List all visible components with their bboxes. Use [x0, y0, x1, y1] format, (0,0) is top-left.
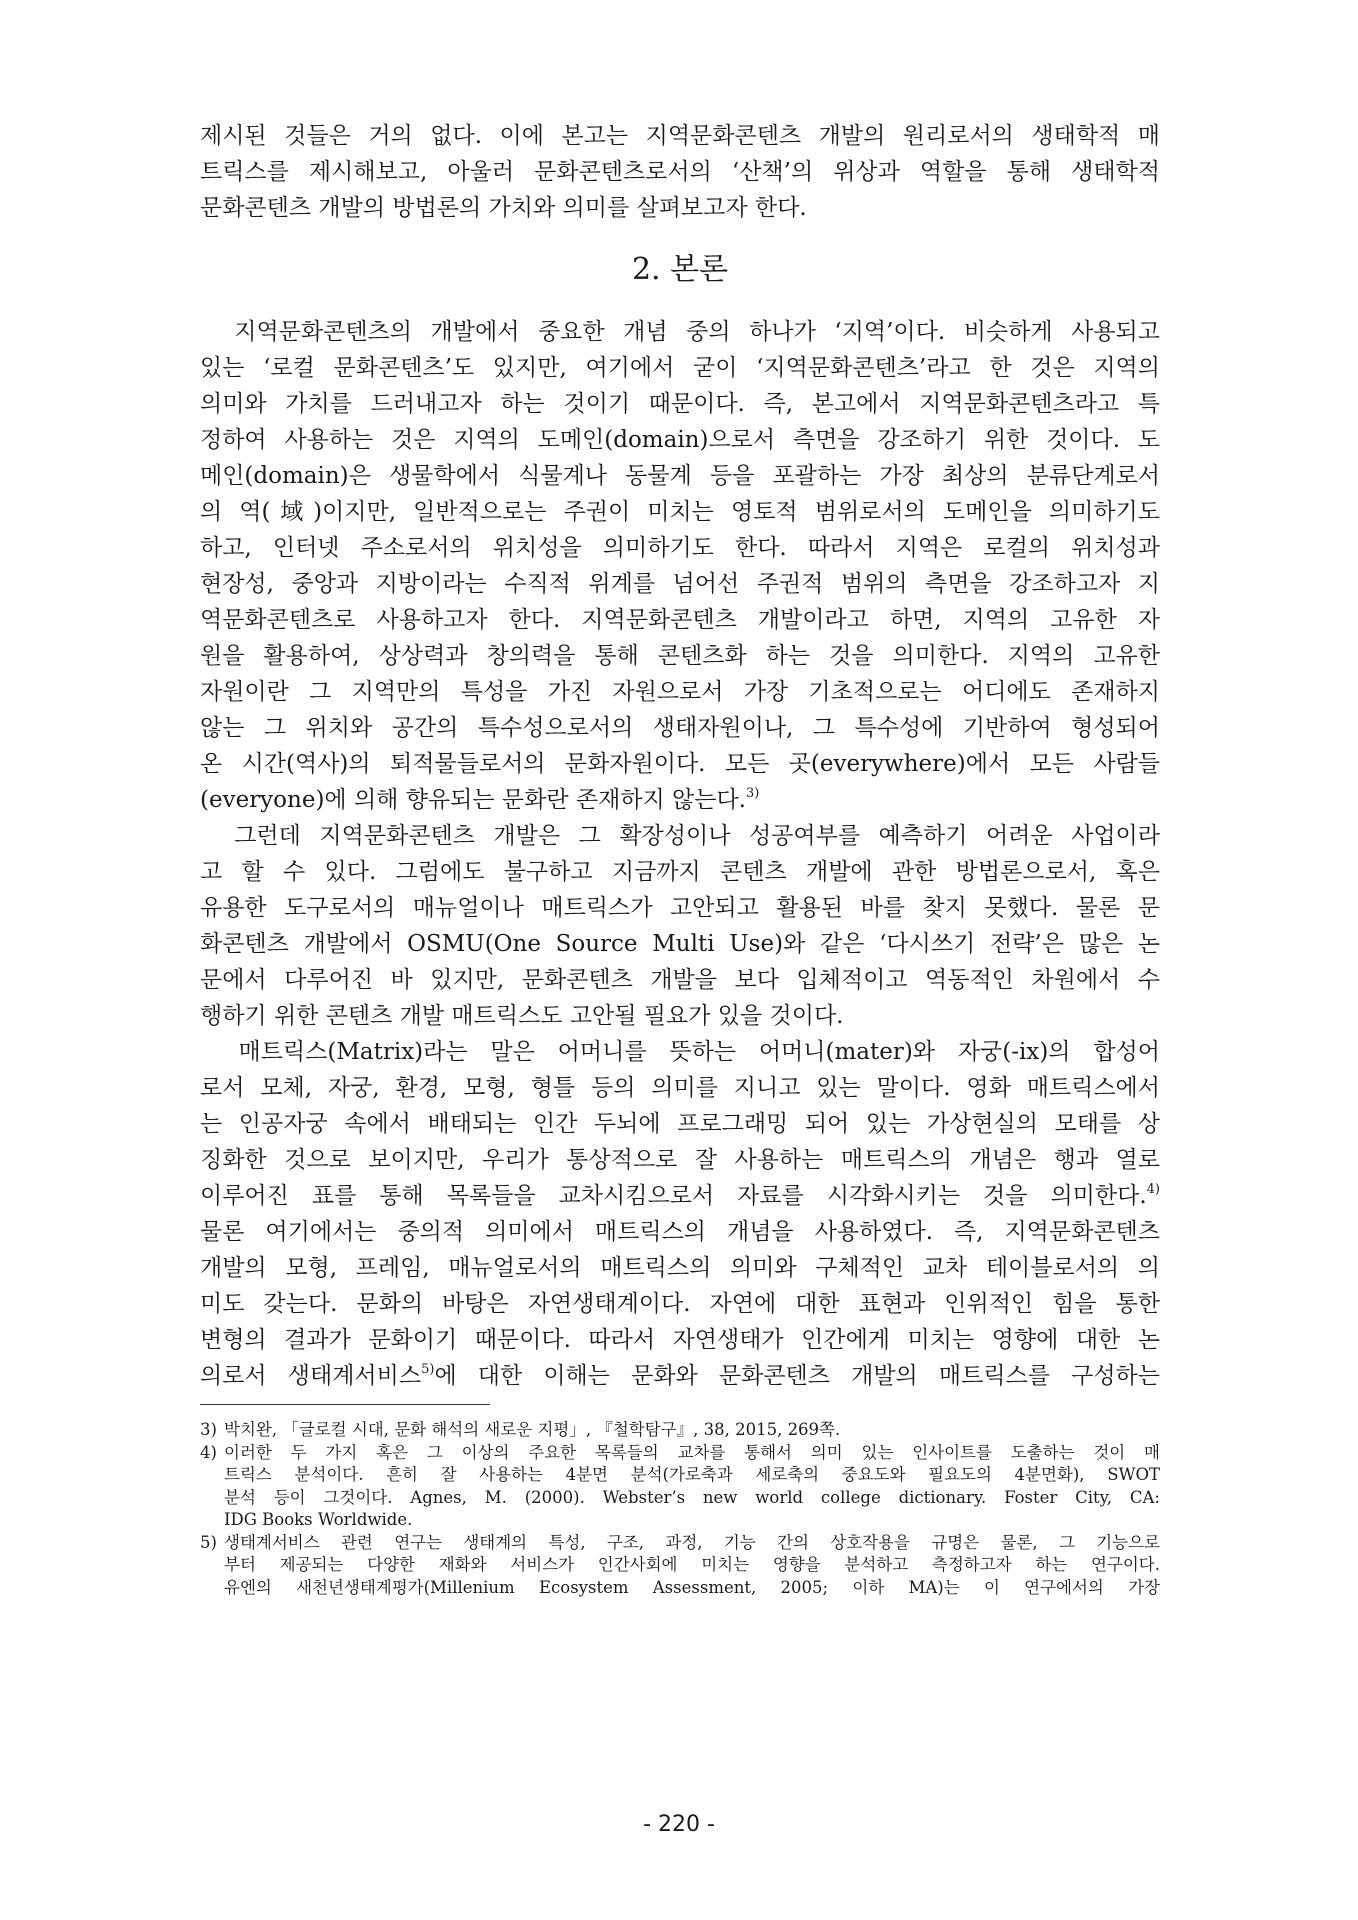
text-line: 징화한 것으로 보이지만, 우리가 통상적으로 잘 사용하는 매트릭스의 개념은 행과 열로 [200, 1147, 1160, 1173]
text-line: 문화콘텐츠 개발의 방법론의 가치와 의미를 살펴보고자 한다. [200, 195, 807, 221]
footnote-ref-3[interactable]: 3) [746, 786, 760, 801]
text-line [200, 1358, 1160, 1394]
text-line: 정하여 사용하는 것은 지역의 도메인(domain)으로서 측면을 강조하기 위한 것이다. 도 [200, 427, 1160, 453]
text-span: 의로서 생태계서비스 [200, 1363, 422, 1389]
text-line: 매트릭스(Matrix)라는 말은 어머니를 뜻하는 어머니(mater)와 자궁(-ix)의 합성어 [200, 1039, 1160, 1065]
footnote-body [224, 1532, 1160, 1600]
footnote-number: 5) [200, 1532, 217, 1552]
text-line: 원을 활용하여, 상상력과 창의력을 통해 콘텐츠화 하는 것을 의미한다. 지역의 고유한 [200, 643, 1160, 669]
footnote-divider [200, 1404, 490, 1405]
footnote-line: 트릭스 분석이다. 흔히 잘 사용하는 4분면 분석(가로축과 세로축의 중요도와 필요도의 4분면화), SWOT [224, 1465, 1160, 1484]
text-line: 지역문화콘텐츠의 개발에서 중요한 개념 중의 하나가 ‘지역’이다. 비슷하게 사용되고 [200, 319, 1160, 345]
footnote-line: 부터 제공되는 다양한 재화와 서비스가 인간사회에 미치는 영향을 분석하고 측정하고자 하는 연구이다. [224, 1555, 1160, 1574]
text-span: (everyone)에 의해 향유되는 문화란 존재하지 않는다. [200, 787, 746, 813]
paragraph-3 [200, 1034, 1160, 1394]
text-line: 현장성, 중앙과 지방이라는 수직적 위계를 넘어선 주권적 범위의 측면을 강조하고자 지 [200, 571, 1160, 597]
text-line: 트릭스를 제시해보고, 아울러 문화콘텐츠로서의 ‘산책’의 위상과 역할을 통해 생태학적 [200, 159, 1160, 185]
text-span: 이루어진 표를 통해 목록들을 교차시킴으로서 자료를 시각화시키는 것을 의미한다. [200, 1183, 1147, 1209]
footnote-body [224, 1419, 1160, 1442]
intro-paragraph [200, 118, 1160, 226]
footnote-line: IDG Books Worldwide. [224, 1510, 413, 1529]
page-number: - 220 - [643, 1812, 715, 1837]
footnotes [200, 1419, 1160, 1599]
text-span: 에 대한 이해는 문화와 문화콘텐츠 개발의 매트릭스를 구성하는 [434, 1363, 1160, 1389]
text-line: 자원이란 그 지역만의 특성을 가진 자원으로서 가장 기초적으로는 어디에도 존재하지 [200, 679, 1160, 705]
text-line: 개발의 모형, 프레임, 매뉴얼로서의 매트릭스의 의미와 구체적인 교차 테이블로서의 의 [200, 1255, 1160, 1281]
section-title: 2. 본론 [631, 252, 729, 287]
text-line: 로서 모체, 자궁, 환경, 모형, 형틀 등의 의미를 지니고 있는 말이다. 영화 매트릭스에서 [200, 1075, 1160, 1101]
page-body [200, 118, 1160, 1599]
text-line: 역문화콘텐츠로 사용하고자 한다. 지역문화콘텐츠 개발이라고 하면, 지역의 고유한 자 [200, 607, 1160, 633]
text-line: 고 할 수 있다. 그럼에도 불구하고 지금까지 콘텐츠 개발에 관한 방법론으로서, 혹은 [200, 859, 1160, 885]
footnote-number: 3) [200, 1420, 217, 1439]
text-line: 미도 갖는다. 문화의 바탕은 자연생태계이다. 자연에 대한 표현과 인위적인 힘을 통한 [200, 1291, 1160, 1317]
text-line: 는 인공자궁 속에서 배태되는 인간 두뇌에 프로그래밍 되어 있는 가상현실의 모태를 상 [200, 1111, 1160, 1137]
text-line: 변형의 결과가 문화이기 때문이다. 따라서 자연생태가 인간에게 미치는 영향에 대한 논 [200, 1327, 1160, 1353]
text-line: 온 시간(역사)의 퇴적물들로서의 문화자원이다. 모든 곳(everywhere)에서 모든 사람들 [200, 751, 1160, 777]
text-line: 메인(domain)은 생물학에서 식물계나 동물계 등을 포괄하는 가장 최상의 분류단계로서 [200, 463, 1160, 489]
text-line: 제시된 것들은 거의 없다. 이에 본고는 지역문화콘텐츠 개발의 원리로서의 생태학적 매 [200, 123, 1160, 149]
text-line: 유용한 도구로서의 매뉴얼이나 매트릭스가 고안되고 활용된 바를 찾지 못했다. 물론 문 [200, 895, 1160, 921]
text-line: 물론 여기에서는 중의적 의미에서 매트릭스의 개념을 사용하였다. 즉, 지역문화콘텐츠 [200, 1219, 1160, 1245]
footnote-line: 박치완, 「글로컬 시대, 문화 해석의 새로운 지평」, 『철학탐구』, 38, 2015, 269쪽. [224, 1420, 841, 1439]
footnote-3 [200, 1419, 1160, 1442]
text-line: 의미와 가치를 드러내고자 하는 것이기 때문이다. 즉, 본고에서 지역문화콘텐츠라고 특 [200, 391, 1160, 417]
text-line: 있는 ‘로컬 문화콘텐츠’도 있지만, 여기에서 굳이 ‘지역문화콘텐츠’라고 한 것은 지역의 [200, 355, 1160, 381]
footnote-number: 4) [200, 1442, 217, 1462]
text-line: 그런데 지역문화콘텐츠 개발은 그 확장성이나 성공여부를 예측하기 어려운 사업이라 [200, 823, 1160, 849]
footnote-ref-5[interactable]: 5) [421, 1362, 435, 1377]
paragraph-1 [200, 314, 1160, 818]
footnote-line: 분석 등이 그것이다. Agnes, M. (2000). Webster’s new world college dictionary. Foster City, CA: [224, 1487, 1160, 1507]
text-line: 행하기 위한 콘텐츠 개발 매트릭스도 고안될 필요가 있을 것이다. [200, 1003, 844, 1029]
paragraph-2 [200, 818, 1160, 1034]
text-line: 않는 그 위치와 공간의 특수성으로서의 생태자원이나, 그 특수성에 기반하여 형성되어 [200, 715, 1160, 741]
text-line [200, 1178, 1160, 1214]
text-line: 문에서 다루어진 바 있지만, 문화콘텐츠 개발을 보다 입체적이고 역동적인 차원에서 수 [200, 967, 1160, 993]
footnote-4 [200, 1442, 1160, 1532]
footnote-ref-4[interactable]: 4) [1146, 1182, 1160, 1197]
footnote-body [224, 1442, 1160, 1532]
text-line: 화콘텐츠 개발에서 OSMU(One Source Multi Use)와 같은 ‘다시쓰기 전략’은 많은 논 [200, 931, 1160, 957]
footnote-line: 생태계서비스 관련 연구는 생태계의 특성, 구조, 과정, 기능 간의 상호작용을 규명은 물론, 그 기능으로 [224, 1532, 1160, 1552]
footnote-5 [200, 1532, 1160, 1600]
footnote-line: 이러한 두 가지 혹은 그 이상의 주요한 목록들의 교차를 통해서 의미 있는 인사이트를 도출하는 것이 매 [224, 1442, 1160, 1462]
text-line [200, 782, 1160, 818]
text-line: 의 역(域)이지만, 일반적으로는 주권이 미치는 영토적 범위로서의 도메인을 의미하기도 [200, 499, 1160, 525]
footnote-line: 유엔의 새천년생태계평가(Millenium Ecosystem Assessment, 2005; 이하 MA)는 이 연구에서의 가장 [224, 1577, 1160, 1597]
text-line: 하고, 인터넷 주소로서의 위치성을 의미하기도 한다. 따라서 지역은 로컬의 위치성과 [200, 535, 1160, 561]
